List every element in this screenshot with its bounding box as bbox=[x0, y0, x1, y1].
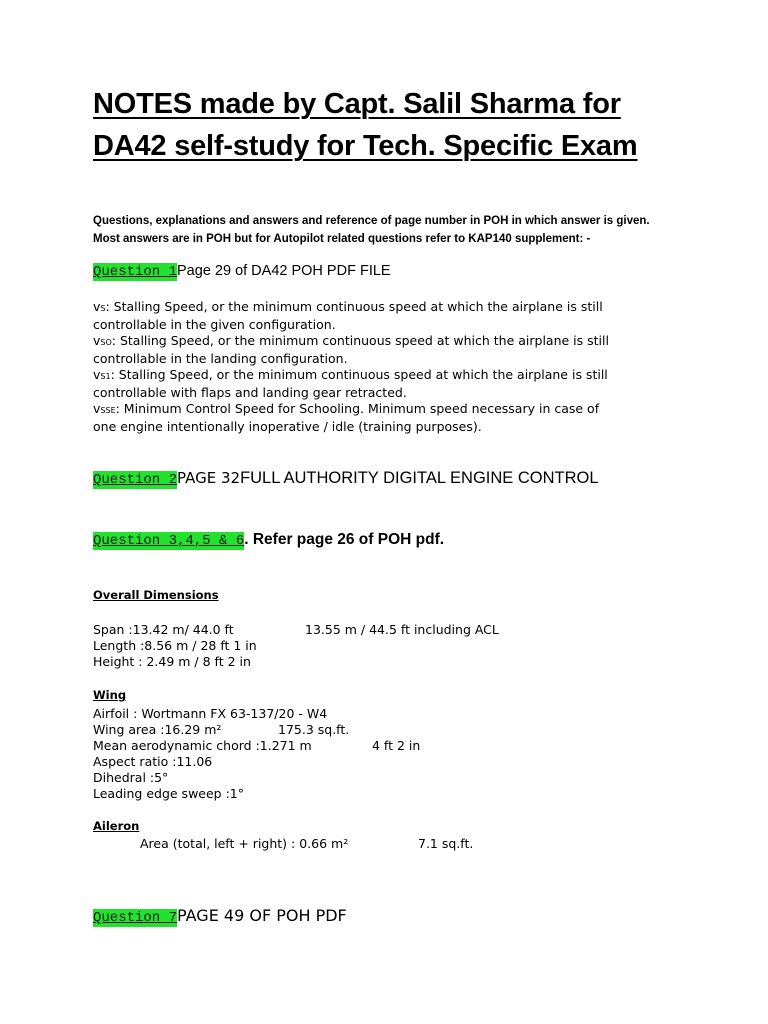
definition-text: : Stalling Speed, or the minimum continuous speed at which the airplane is still bbox=[111, 333, 609, 348]
symbol: v bbox=[93, 299, 101, 314]
definition-text: controllable with flaps and landing gear retracted. bbox=[93, 385, 407, 400]
wing-heading: Wing bbox=[93, 688, 127, 702]
question-3-6-label: Question 3,4,5 & 6 bbox=[93, 533, 245, 549]
subscript: S bbox=[100, 304, 106, 313]
question-2-ref: PAGE 32 bbox=[177, 469, 241, 487]
aileron-heading: Aileron bbox=[93, 819, 140, 833]
definition-vs bbox=[93, 299, 609, 435]
page-title-line2: DA42 self-study for Tech. Specific Exam bbox=[93, 130, 638, 162]
dihedral-value: Dihedral :5° bbox=[93, 770, 169, 785]
overall-dimensions-heading: Overall Dimensions bbox=[93, 588, 219, 602]
question-3-6-ref: . Refer page 26 of POH pdf. bbox=[244, 531, 445, 548]
definition-text: : Stalling Speed, or the minimum continuous speed at which the airplane is still bbox=[105, 299, 603, 314]
definition-text: : Minimum Control Speed for Schooling. Minimum speed necessary in case of bbox=[115, 401, 600, 416]
span-acl-value: 13.55 m / 44.5 ft including ACL bbox=[305, 622, 499, 637]
aileron-area-sqft: 7.1 sq.ft. bbox=[418, 836, 474, 851]
wing-area-value: Wing area :16.29 m² bbox=[93, 722, 222, 737]
aspect-ratio-value: Aspect ratio :11.06 bbox=[93, 754, 213, 769]
aileron-area-value: Area (total, left + right) : 0.66 m² bbox=[140, 836, 349, 851]
subscript: SSE bbox=[100, 406, 116, 415]
symbol: v bbox=[93, 367, 101, 382]
intro-line2: Most answers are in POH but for Autopilot related questions refer to KAP140 supplement: - bbox=[93, 233, 591, 245]
question-2-ref-title: FULL AUTHORITY DIGITAL ENGINE CONTROL bbox=[240, 469, 599, 487]
question-1-ref: Page 29 of DA42 POH PDF FILE bbox=[177, 263, 391, 279]
question-1-label: Question 1 bbox=[93, 264, 178, 280]
symbol: v bbox=[93, 401, 101, 416]
mac-ft-value: 4 ft 2 in bbox=[372, 738, 421, 753]
definition-text: one engine intentionally inoperative / idle (training purposes). bbox=[93, 419, 482, 434]
question-3-6 bbox=[93, 531, 444, 550]
definition-text: controllable in the landing configuration. bbox=[93, 351, 348, 366]
question-7-ref: PAGE 49 OF POH PDF bbox=[177, 906, 347, 925]
page-title-line1: NOTES made by Capt. Salil Sharma for bbox=[93, 88, 621, 120]
question-7 bbox=[93, 906, 347, 927]
subscript: S1 bbox=[100, 372, 111, 381]
intro-line1: Questions, explanations and answers and reference of page number in POH in which answer is given. bbox=[93, 215, 650, 227]
definition-text: controllable in the given configuration. bbox=[93, 317, 336, 332]
mac-value: Mean aerodynamic chord :1.271 m bbox=[93, 738, 312, 753]
sweep-value: Leading edge sweep :1° bbox=[93, 786, 244, 801]
question-2 bbox=[93, 469, 599, 489]
question-7-label: Question 7 bbox=[93, 910, 178, 926]
symbol: v bbox=[93, 333, 101, 348]
length-value: Length :8.56 m / 28 ft 1 in bbox=[93, 638, 257, 653]
subscript: SO bbox=[100, 338, 112, 347]
question-2-label: Question 2 bbox=[93, 472, 178, 488]
question-1 bbox=[93, 263, 391, 281]
definition-text: : Stalling Speed, or the minimum continuous speed at which the airplane is still bbox=[110, 367, 608, 382]
airfoil-value: Airfoil : Wortmann FX 63-137/20 - W4 bbox=[93, 706, 328, 721]
span-value: Span :13.42 m/ 44.0 ft bbox=[93, 622, 234, 637]
height-value: Height : 2.49 m / 8 ft 2 in bbox=[93, 654, 251, 669]
wing-area-sqft: 175.3 sq.ft. bbox=[278, 722, 350, 737]
